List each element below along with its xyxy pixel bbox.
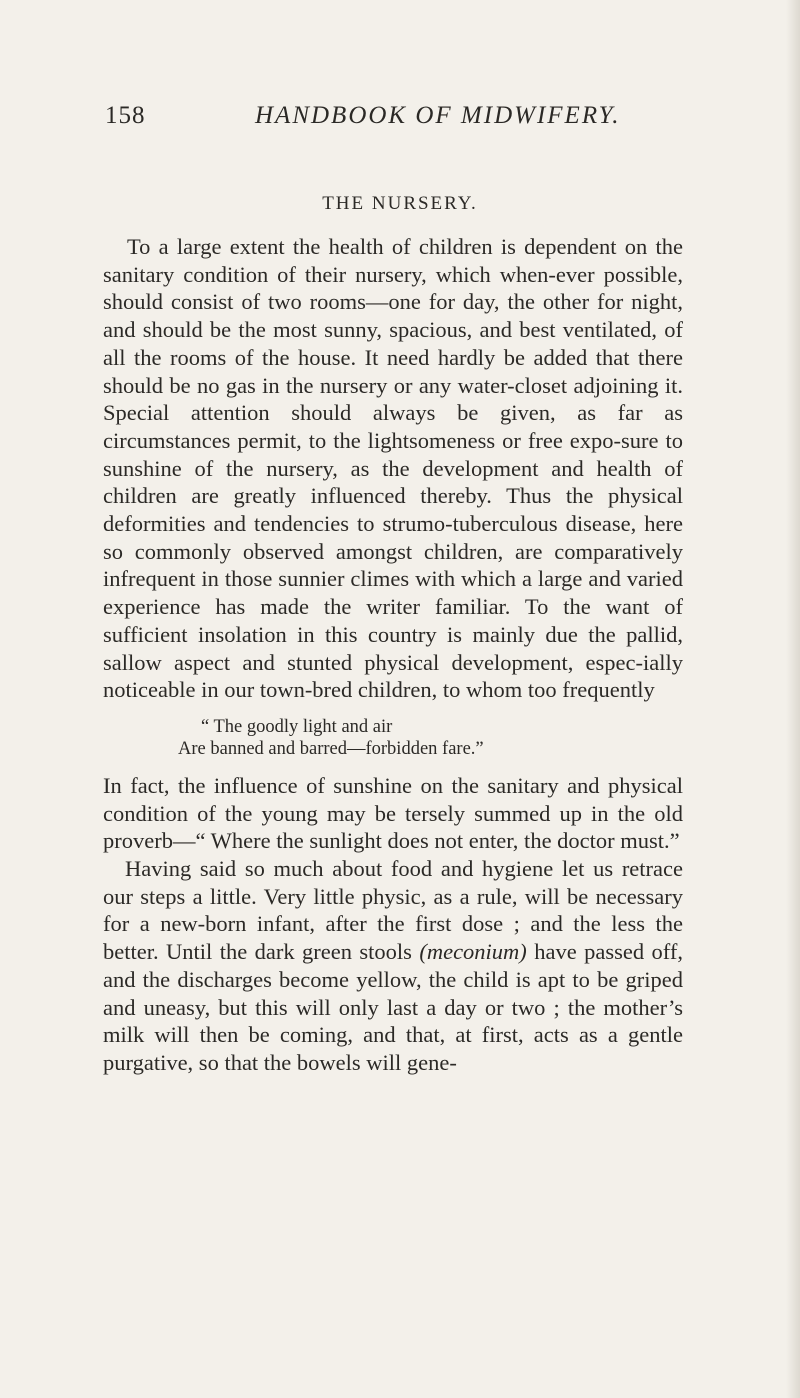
paragraph-3: [103, 855, 683, 1077]
paragraph-2: In fact, the influence of sunshine on the sanitary and physical condition of the young may be tersely summed up in the old proverb—“ Where the sunlight does not enter, the doctor must.”: [103, 772, 683, 854]
paragraph-3-text-a: Having said so much about food and hygiene let us retrace our steps a little. Very little physic, as a rule, will be necessary for a new-born infant, after the first dose ; and the less the better. Until the dark green stools: [103, 856, 683, 965]
verse-quote: [103, 716, 683, 760]
paragraph-3-text-b: have passed off, and the discharges become yellow, the child is apt to be griped and uneasy, but this will only last a day or two ; the mother’s milk will then be coming, and that, at first, acts as a gentle purgative, so that the bowels will gene-: [103, 939, 683, 1075]
verse-line-2: Are banned and barred—forbidden fare.”: [178, 738, 484, 759]
body-text: [103, 233, 683, 1077]
paragraph-1: To a large extent the health of children is dependent on the sanitary condition of their nursery, which when-ever possible, should consist of two rooms—one for day, the other for night, and should be the most sunny, spacious, and best ventilated, of all the rooms of the house. It need hardly be added that there should be no gas in the nursery or any water-closet adjoining it. Special attention should always be given, as far as circumstances permit, to the lightsomeness or free expo-sure to sunshine of the nursery, as the development and health of children are greatly influenced thereby. Thus the physical deformities and tendencies to strumo-tuberculous disease, here so commonly observed amongst children, are comparatively infrequent in those sunnier climes with which a large and varied experience has made the writer familiar. To the want of sufficient insolation in this country is mainly due the pallid, sallow aspect and stunted physical development, espec-ially noticeable in our town-bred children, to whom too frequently: [103, 234, 683, 703]
page-number: 158: [105, 102, 146, 129]
verse-line-1: “ The goodly light and air: [201, 716, 393, 737]
running-title: HANDBOOK OF MIDWIFERY.: [255, 102, 621, 129]
section-title: THE NURSERY.: [322, 193, 478, 214]
paragraph-3-italic-term: (meconium): [419, 939, 527, 965]
